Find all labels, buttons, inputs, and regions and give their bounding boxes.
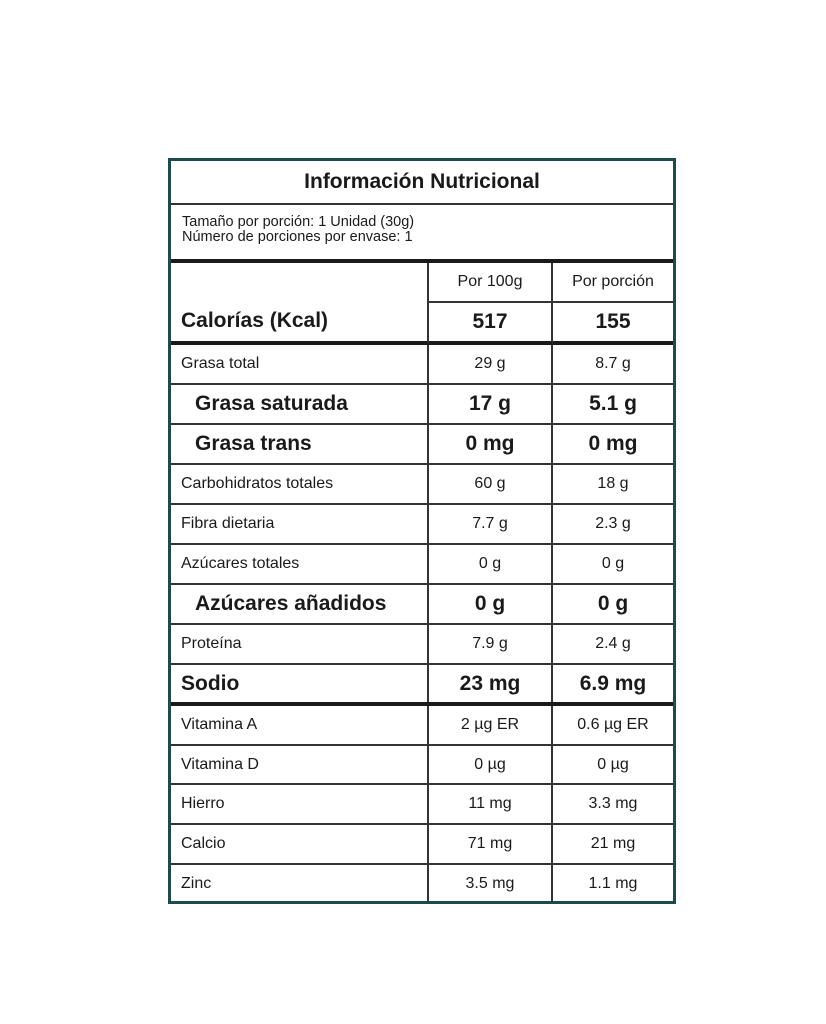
table-row: [171, 465, 673, 505]
nutrient-name: Grasa total: [171, 345, 429, 383]
table-row: [171, 385, 673, 425]
nutrient-per100: 60 g: [429, 465, 553, 503]
nutrient-per100: 7.9 g: [429, 625, 553, 663]
nutrient-per100: 7.7 g: [429, 505, 553, 543]
nutrient-per-serving: 0 g: [601, 555, 625, 572]
table-row: [171, 625, 673, 665]
servings-per-container: Número de porciones por envase: 1: [182, 229, 413, 245]
nutrient-per100: 0 g: [429, 545, 553, 583]
per-serving-column: [553, 263, 673, 345]
table-row: [171, 706, 673, 746]
nutrient-name: Vitamina D: [171, 746, 429, 783]
nutrient-per-serving: 6.9 mg: [579, 671, 647, 695]
calories-per-serving: 155: [595, 310, 631, 333]
table-row: [171, 425, 673, 465]
calories-per100: 517: [472, 310, 508, 333]
nutrient-name: Proteína: [171, 625, 429, 663]
nutrient-per-serving: 1.1 mg: [588, 874, 638, 892]
nutrient-name: Azúcares totales: [171, 545, 429, 583]
nutrient-per100: 3.5 mg: [429, 865, 553, 902]
nutrient-name: Fibra dietaria: [171, 505, 429, 543]
nutrient-per-serving: 2.4 g: [595, 635, 631, 652]
nutrient-per-serving: 21 mg: [590, 835, 636, 852]
table-row: [171, 545, 673, 585]
nutrient-per-serving: 0 mg: [588, 432, 638, 455]
nutrient-per100: 29 g: [429, 345, 553, 383]
serving-info: [171, 203, 673, 263]
per100-column: [429, 263, 553, 345]
nutrient-per100: 23 mg: [429, 665, 553, 702]
nutrient-per100: 11 mg: [429, 785, 553, 823]
nutrient-per-serving: 5.1 g: [589, 392, 637, 415]
nutrient-name: Sodio: [171, 665, 429, 702]
nutrient-per-serving: 18 g: [597, 475, 629, 492]
nutrient-name: Grasa trans: [171, 425, 429, 463]
calories-block: [171, 263, 673, 345]
table-row: [171, 585, 673, 625]
nutrition-facts-label: [168, 158, 676, 904]
table-row: [171, 825, 673, 865]
nutrient-name: Grasa saturada: [171, 385, 429, 423]
serving-size: Tamaño por porción: 1 Unidad (30g): [182, 214, 415, 230]
nutrient-per-serving: 0.6 µg ER: [577, 716, 649, 733]
nutrient-name: Calcio: [171, 825, 429, 863]
nutrient-per100: 2 µg ER: [429, 706, 553, 744]
per-serving-header: Por porción: [553, 263, 673, 303]
table-row: [171, 345, 673, 385]
nutrient-per-serving: 2.3 g: [595, 515, 631, 532]
nutrient-per-serving: 0 µg: [597, 755, 629, 773]
nutrient-per-serving: 8.7 g: [595, 355, 631, 372]
table-row: [171, 505, 673, 545]
nutrient-per-serving: 0 g: [597, 592, 629, 615]
per100-header: Por 100g: [429, 263, 551, 303]
nutrient-name: Hierro: [171, 785, 429, 823]
table-row: [171, 746, 673, 785]
nutrient-name: Azúcares añadidos: [171, 585, 429, 623]
nutrient-name: Zinc: [171, 865, 429, 902]
nutrient-per-serving: 3.3 mg: [588, 795, 638, 812]
nutrient-per100: 0 µg: [429, 746, 553, 783]
nutrient-per100: 17 g: [429, 385, 553, 423]
nutrient-per100: 71 mg: [429, 825, 553, 863]
calories-label: Calorías (Kcal): [171, 263, 429, 345]
nutrient-name: Vitamina A: [171, 706, 429, 744]
nutrient-per100: 0 g: [429, 585, 553, 623]
nutrient-name: Carbohidratos totales: [171, 465, 429, 503]
table-row: [171, 865, 673, 902]
table-row: [171, 785, 673, 825]
label-title: Información Nutricional: [171, 161, 673, 205]
nutrient-per100: 0 mg: [429, 425, 553, 463]
table-row: [171, 665, 673, 706]
